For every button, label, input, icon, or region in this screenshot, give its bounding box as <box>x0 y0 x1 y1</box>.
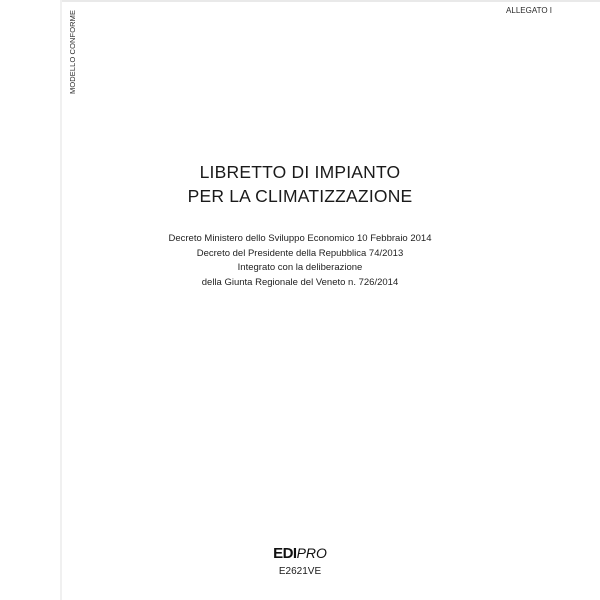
publisher-logo <box>0 545 600 562</box>
page-top-edge <box>60 0 600 2</box>
logo-light-text: PRO <box>296 545 327 561</box>
reference-line: della Giunta Regionale del Veneto n. 726/2014 <box>201 276 399 288</box>
product-code: E2621VE <box>278 566 322 577</box>
reference-line: Integrato con la deliberazione <box>237 262 363 273</box>
logo-bold-text: EDI <box>273 545 297 562</box>
reference-line: Decreto Ministero dello Sviluppo Economico 10 Febbraio 2014 <box>168 233 432 244</box>
annex-label: ALLEGATO I <box>506 6 552 15</box>
page-left-edge <box>60 0 62 600</box>
side-label: MODELLO CONFORME <box>68 9 77 94</box>
document-title <box>0 160 600 208</box>
title-line-1: LIBRETTO DI IMPIANTO <box>199 162 401 182</box>
reference-line: Decreto del Presidente della Repubblica 74/2013 <box>196 247 404 259</box>
title-line-2: PER LA CLIMATIZZAZIONE <box>187 186 413 206</box>
legal-references <box>0 232 600 290</box>
